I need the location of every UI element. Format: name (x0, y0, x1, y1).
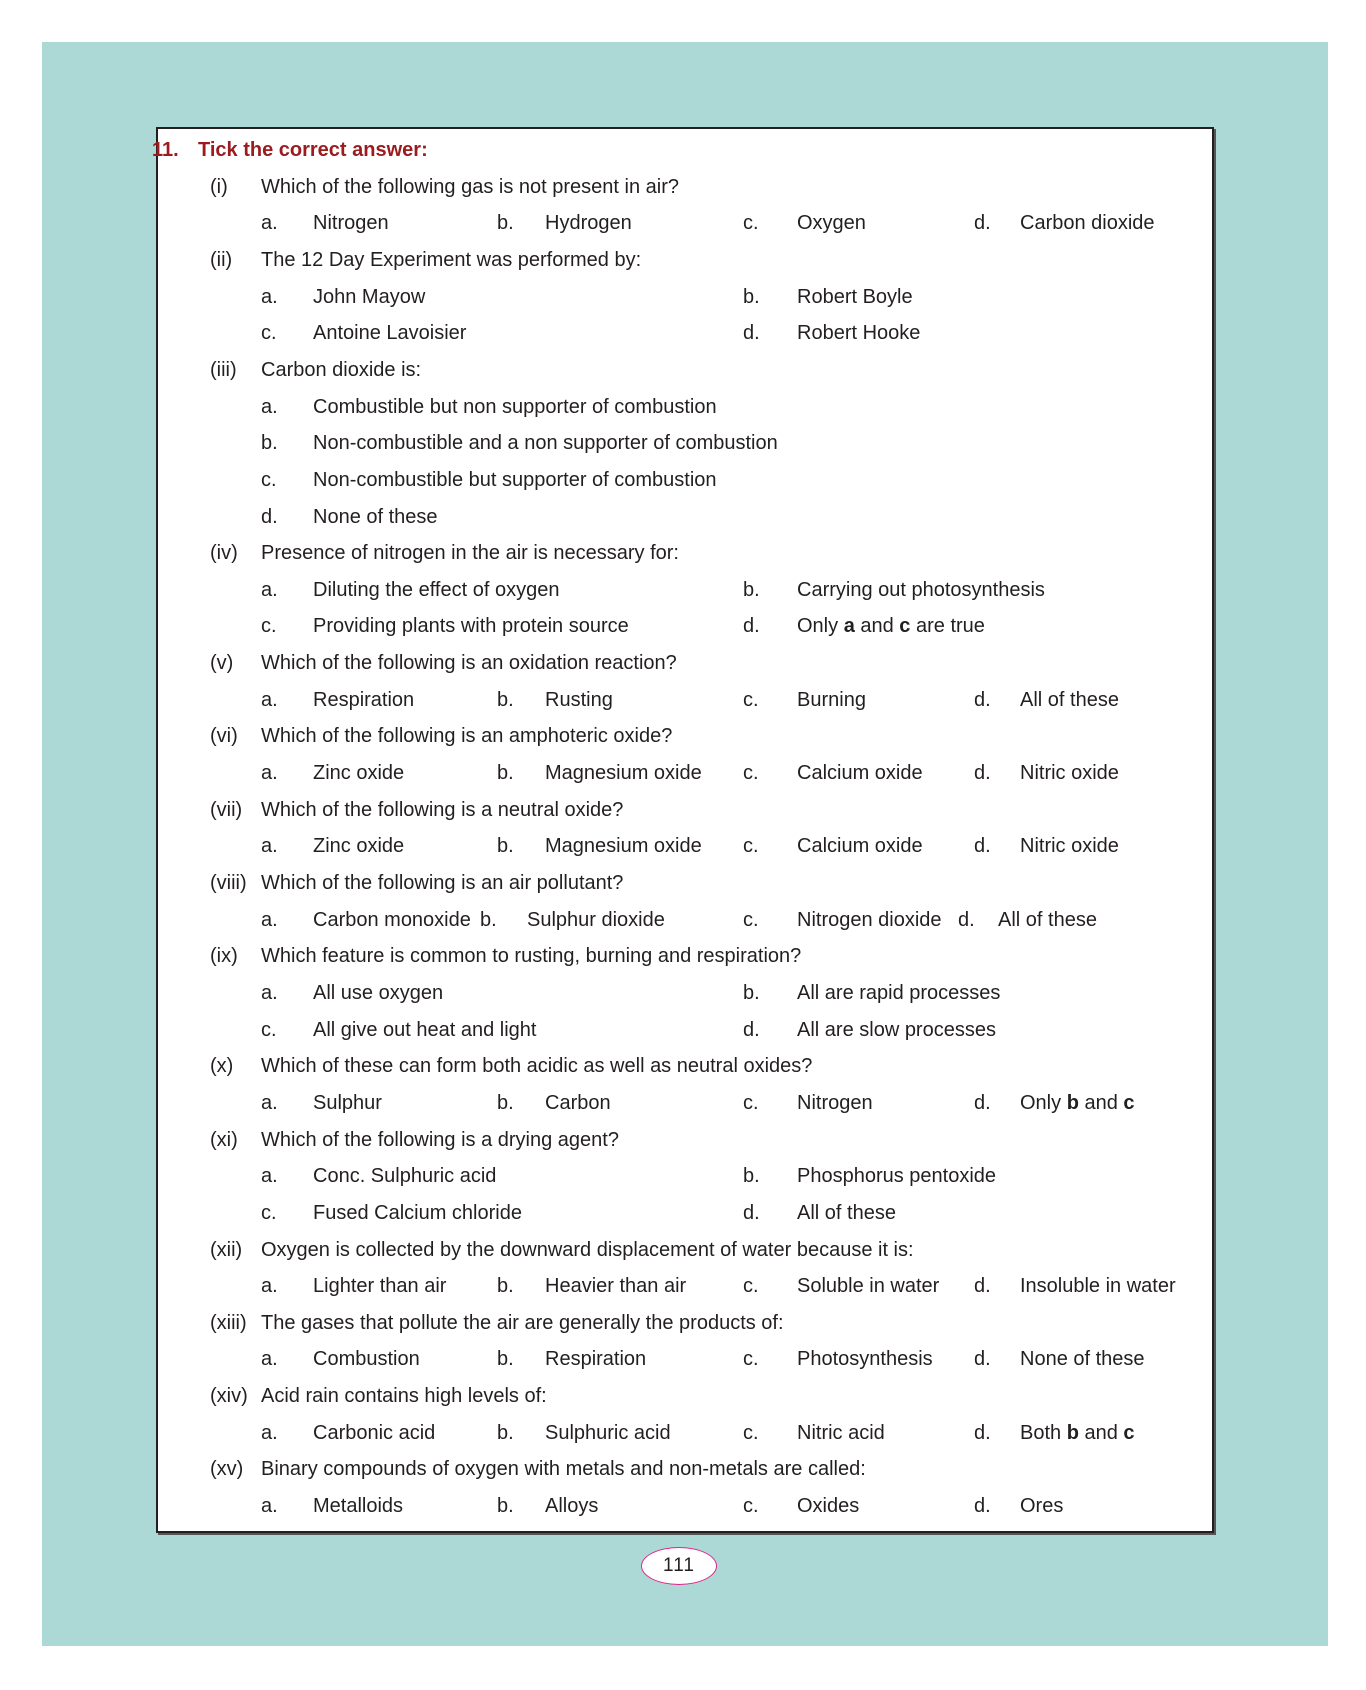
option-text: Lighter than air (313, 1275, 447, 1298)
options-row (158, 902, 1212, 938)
question-number: (xiii) (210, 1311, 247, 1334)
question-number: (viii) (210, 872, 247, 894)
option-letter: b. (743, 1165, 760, 1188)
options-row (158, 279, 1212, 315)
option-text (797, 608, 985, 644)
option-letter: c. (261, 468, 277, 491)
option-letter: d. (974, 1275, 991, 1298)
question-row (158, 1048, 1212, 1084)
option-letter: b. (497, 212, 514, 235)
options-row (158, 1195, 1212, 1231)
options-row (158, 389, 1212, 425)
option-letter: d. (743, 615, 760, 638)
option-text: Nitric acid (797, 1421, 885, 1444)
option-text: Sulphuric acid (545, 1421, 671, 1444)
option-letter: b. (497, 1091, 514, 1114)
options-row (158, 1415, 1212, 1451)
option-letter: d. (974, 1091, 991, 1114)
option-text: Robert Hooke (797, 322, 921, 345)
option-letter: d. (974, 1348, 991, 1371)
question-text: Which of the following is a neutral oxide? (261, 798, 624, 821)
option-text: Heavier than air (545, 1275, 687, 1298)
question-number: (v) (210, 652, 234, 675)
page-number: 111 (641, 1547, 717, 1585)
options-row (158, 1158, 1212, 1194)
option-text-bold: c (1123, 1421, 1135, 1444)
option-letter: c. (743, 908, 759, 931)
option-text-part: Only (797, 615, 844, 638)
option-text: Nitrogen (313, 212, 389, 235)
options-row (158, 205, 1212, 241)
question-number: (xii) (210, 1238, 243, 1261)
option-text: Respiration (545, 1348, 647, 1371)
option-text: Respiration (313, 688, 415, 711)
question-row (158, 535, 1212, 571)
option-text: Diluting the effect of oxygen (313, 578, 560, 601)
question-row (158, 718, 1212, 754)
question-row (158, 169, 1212, 205)
question-row (158, 1122, 1212, 1158)
question-number: (i) (210, 175, 228, 198)
option-letter: c. (261, 1018, 277, 1041)
option-text: Soluble in water (797, 1275, 940, 1298)
question-text: Which of the following is an air pollutant? (261, 872, 624, 894)
option-letter: d. (974, 1421, 991, 1444)
options-row (158, 755, 1212, 791)
option-text: Combustion (313, 1348, 420, 1371)
question-row (158, 938, 1212, 974)
option-text-part: Both (1020, 1421, 1067, 1444)
question-text: Binary compounds of oxygen with metals and non-metals are called: (261, 1458, 866, 1481)
option-letter: c. (743, 212, 759, 235)
option-text: Carrying out photosynthesis (797, 578, 1045, 601)
exercise-box (152, 127, 1214, 1533)
options-row (158, 462, 1212, 498)
option-letter: a. (261, 1495, 278, 1518)
option-letter: c. (261, 1201, 277, 1224)
option-text: Magnesium oxide (545, 762, 702, 785)
option-text: Metalloids (313, 1495, 404, 1518)
option-letter: a. (261, 212, 278, 235)
option-text: Zinc oxide (313, 835, 405, 858)
option-text-bold: c (899, 615, 911, 638)
question-text: Presence of nitrogen in the air is necessary for: (261, 542, 679, 565)
question-text: Oxygen is collected by the downward displacement of water because it is: (261, 1238, 914, 1261)
option-letter: a. (261, 908, 278, 931)
option-letter: d. (974, 688, 991, 711)
option-letter: a. (261, 835, 278, 858)
options-row (158, 608, 1212, 644)
section-title: Tick the correct answer: (198, 139, 428, 161)
options-row (158, 1268, 1212, 1304)
option-letter: a. (261, 285, 278, 308)
option-text: None of these (313, 505, 438, 528)
option-letter: b. (497, 1421, 514, 1444)
option-text: Conc. Sulphuric acid (313, 1165, 497, 1188)
option-text: All are rapid processes (797, 981, 1001, 1004)
question-row (158, 1305, 1212, 1341)
option-letter: c. (743, 762, 759, 785)
option-letter: d. (743, 1018, 760, 1041)
option-letter: a. (261, 1091, 278, 1114)
option-letter: d. (974, 212, 991, 235)
option-letter: c. (743, 1421, 759, 1444)
option-text: Zinc oxide (313, 762, 405, 785)
option-text-bold: b (1066, 1091, 1079, 1114)
option-letter: b. (743, 981, 760, 1004)
option-letter: b. (743, 285, 760, 308)
option-letter: c. (743, 835, 759, 858)
question-number: (xi) (210, 1128, 238, 1151)
option-letter: d. (974, 835, 991, 858)
question-text: The gases that pollute the air are generally the products of: (261, 1311, 784, 1334)
option-text: Nitrogen (797, 1091, 873, 1114)
options-row (158, 1488, 1212, 1524)
option-letter: b. (497, 1275, 514, 1298)
option-letter: d. (743, 322, 760, 345)
option-text: John Mayow (313, 285, 426, 308)
option-text: Nitrogen dioxide (797, 908, 942, 931)
question-number: (xiv) (210, 1385, 248, 1408)
option-text: Photosynthesis (797, 1348, 933, 1371)
option-text-part: are true (910, 615, 985, 638)
question-number: (iv) (210, 542, 238, 565)
question-number: (ii) (210, 248, 233, 271)
question-row (158, 242, 1212, 278)
option-text: Ores (1020, 1495, 1064, 1518)
option-letter: d. (743, 1201, 760, 1224)
option-text: Providing plants with protein source (313, 615, 629, 638)
question-text: Which feature is common to rusting, burning and respiration? (261, 945, 802, 968)
option-text: All of these (998, 908, 1097, 931)
option-letter: b. (480, 908, 497, 931)
options-row (158, 1085, 1212, 1121)
option-letter: d. (974, 1495, 991, 1518)
option-letter: b. (497, 688, 514, 711)
question-text: Which of the following is an amphoteric oxide? (261, 725, 673, 748)
option-text: Carbonic acid (313, 1421, 436, 1444)
option-text-bold: a (843, 615, 855, 638)
option-text: Burning (797, 688, 866, 711)
option-letter: c. (743, 1275, 759, 1298)
option-text: None of these (1020, 1348, 1145, 1371)
question-text: Which of the following is a drying agent? (261, 1128, 619, 1151)
question-row (158, 1232, 1212, 1268)
option-letter: a. (261, 1421, 278, 1444)
option-letter: a. (261, 762, 278, 785)
question-text: Which of these can form both acidic as well as neutral oxides? (261, 1055, 813, 1078)
option-text: All of these (797, 1201, 896, 1224)
question-number: (iii) (210, 358, 237, 381)
option-letter: b. (743, 578, 760, 601)
option-text-bold: b (1066, 1421, 1079, 1444)
question-number: (xv) (210, 1458, 244, 1481)
question-text: Carbon dioxide is: (261, 358, 422, 381)
option-text: All of these (1020, 688, 1119, 711)
option-text (1020, 1085, 1135, 1121)
option-text: Rusting (545, 688, 613, 711)
option-text: Magnesium oxide (545, 835, 702, 858)
option-text: Robert Boyle (797, 285, 913, 308)
option-letter: c. (261, 615, 277, 638)
option-letter: a. (261, 1348, 278, 1371)
option-letter: c. (743, 688, 759, 711)
question-row (158, 1451, 1212, 1487)
option-text-part: and (854, 615, 900, 638)
option-text: Nitric oxide (1020, 762, 1119, 785)
option-text: Antoine Lavoisier (313, 322, 467, 345)
option-text-part: Only (1020, 1091, 1067, 1114)
option-letter: b. (261, 432, 278, 455)
option-letter: d. (261, 505, 278, 528)
option-text: Non-combustible and a non supporter of combustion (313, 432, 778, 455)
option-text: Oxygen (797, 212, 866, 235)
options-row (158, 975, 1212, 1011)
question-text: Which of the following gas is not present in air? (261, 175, 679, 198)
question-number: (ix) (210, 945, 238, 968)
option-text: Insoluble in water (1020, 1275, 1176, 1298)
question-row (158, 352, 1212, 388)
options-row (158, 499, 1212, 535)
option-text: All use oxygen (313, 981, 444, 1004)
options-row (158, 1341, 1212, 1377)
option-text: Oxides (797, 1495, 860, 1518)
section-number: 11. (152, 139, 179, 161)
options-row (158, 572, 1212, 608)
option-text-bold: c (1123, 1091, 1135, 1114)
question-text: Which of the following is an oxidation reaction? (261, 652, 677, 675)
question-number: (x) (210, 1055, 234, 1078)
option-text: Alloys (545, 1495, 599, 1518)
option-text: Combustible but non supporter of combustion (313, 395, 717, 418)
option-text: Calcium oxide (797, 835, 923, 858)
options-row (158, 682, 1212, 718)
option-text-part: and (1078, 1091, 1124, 1114)
question-row (158, 865, 1212, 901)
option-letter: c. (743, 1348, 759, 1371)
section-heading (152, 132, 552, 168)
option-letter: a. (261, 578, 278, 601)
question-number: (vi) (210, 725, 238, 748)
option-text: Carbon (545, 1091, 611, 1114)
option-letter: d. (974, 762, 991, 785)
option-letter: a. (261, 395, 278, 418)
options-row (158, 828, 1212, 864)
options-row (158, 1012, 1212, 1048)
option-letter: b. (497, 835, 514, 858)
option-letter: a. (261, 981, 278, 1004)
option-text: Phosphorus pentoxide (797, 1165, 997, 1188)
option-letter: a. (261, 1165, 278, 1188)
option-letter: b. (497, 1348, 514, 1371)
option-text: Carbon dioxide (1020, 212, 1155, 235)
option-text: Sulphur dioxide (527, 908, 665, 931)
option-text: All give out heat and light (313, 1018, 537, 1041)
option-text: Carbon monoxide (313, 908, 471, 931)
option-text: Fused Calcium chloride (313, 1201, 522, 1224)
question-row (158, 792, 1212, 828)
option-letter: c. (743, 1495, 759, 1518)
option-letter: d. (958, 908, 975, 931)
option-text: All are slow processes (797, 1018, 996, 1041)
option-text: Hydrogen (545, 212, 632, 235)
option-letter: b. (497, 1495, 514, 1518)
options-row (158, 425, 1212, 461)
option-letter: a. (261, 688, 278, 711)
question-row (158, 645, 1212, 681)
options-row (158, 315, 1212, 351)
option-letter: c. (743, 1091, 759, 1114)
option-text (1020, 1415, 1135, 1451)
question-text: The 12 Day Experiment was performed by: (261, 248, 642, 271)
question-row (158, 1378, 1212, 1414)
option-letter: a. (261, 1275, 278, 1298)
option-letter: c. (261, 322, 277, 345)
option-letter: b. (497, 762, 514, 785)
option-text: Sulphur (313, 1091, 382, 1114)
option-text-part: and (1078, 1421, 1124, 1444)
question-number: (vii) (210, 798, 243, 821)
option-text: Nitric oxide (1020, 835, 1119, 858)
question-text: Acid rain contains high levels of: (261, 1385, 547, 1408)
option-text: Non-combustible but supporter of combustion (313, 468, 717, 491)
option-text: Calcium oxide (797, 762, 923, 785)
